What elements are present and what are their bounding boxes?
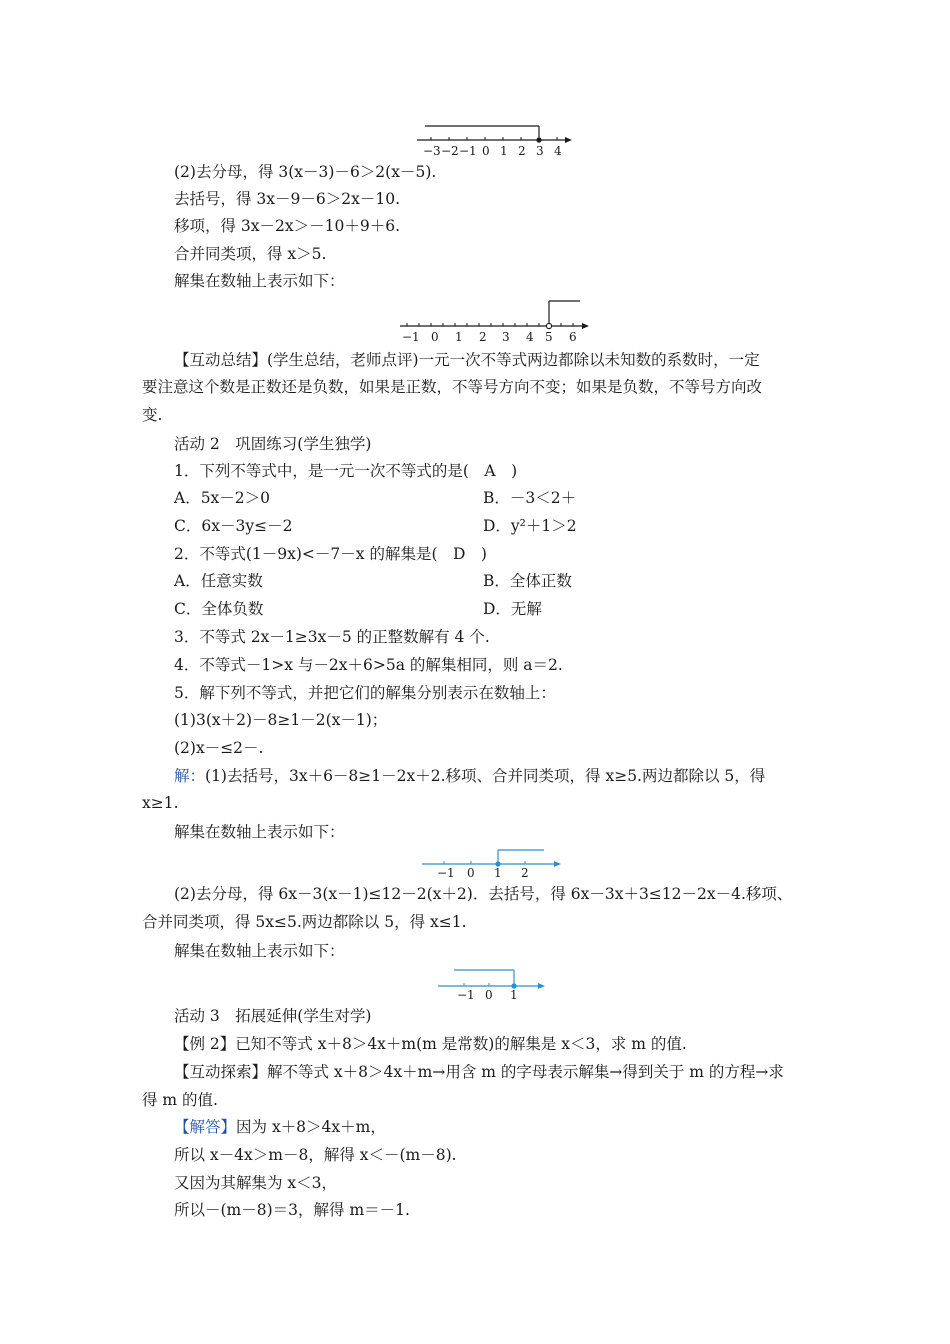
tick-label: −3 xyxy=(423,144,441,158)
solution-2-line-3: 解集在数轴上表示如下： xyxy=(174,942,345,960)
answer-line-1 xyxy=(174,1117,950,1137)
answer-line-2: 所以 x－4x＞m－8，解得 x＜－(m－8). xyxy=(174,1146,457,1164)
number-line-1 xyxy=(415,118,575,162)
tick-label: 0 xyxy=(467,866,475,880)
explore-line-1: 【互动探索】解不等式 x＋8＞4x＋m→用含 m 的字母表示解集→得到关于 m 的方程→求 xyxy=(174,1063,784,1081)
part2-line-3: 移项，得 3x－2x＞－10＋9＋6. xyxy=(174,217,401,235)
summary-line-1: 【互动总结】(学生总结，老师点评)一元一次不等式两边都除以未知数的系数时，一定 xyxy=(174,351,760,369)
tick-label: −1 xyxy=(457,988,475,1002)
number-line-2 xyxy=(398,298,598,344)
summary-line-3: 变. xyxy=(142,406,163,424)
part2-line-2: 去括号，得 3x－9－6＞2x－10. xyxy=(174,190,401,208)
tick-label: 1 xyxy=(494,866,502,880)
part2-line-1: (2)去分母，得 3(x－3)－6＞2(x－5). xyxy=(174,163,437,181)
question-5-part-1: (1)3(x＋2)－8≥1－2(x－1)； xyxy=(174,711,388,729)
tick-label: 4 xyxy=(554,144,562,158)
tick-label: 0 xyxy=(431,330,439,344)
q1-option-d: D．y²＋1＞2 xyxy=(483,517,577,535)
tick-label: 2 xyxy=(521,866,529,880)
part2-line-4: 合并同类项，得 x＞5. xyxy=(174,245,327,263)
q2-option-a: A．任意实数 xyxy=(174,572,263,590)
number-line-4-axis xyxy=(436,966,556,1004)
q2-option-b: B．全体正数 xyxy=(483,572,572,590)
solution-2-line-2: 合并同类项，得 5x≤5.两边都除以 5，得 x≤1. xyxy=(142,913,467,931)
tick-label: 6 xyxy=(569,330,577,344)
q2-option-c: C．全体负数 xyxy=(174,600,264,618)
tick-label: 1 xyxy=(455,330,463,344)
q1-option-c: C．6x－3y≤－2 xyxy=(174,517,293,535)
tick-label: −2 xyxy=(441,144,459,158)
question-1: 1．下列不等式中，是一元一次不等式的是( A ) xyxy=(174,462,518,480)
solution-1-line-3: 解集在数轴上表示如下： xyxy=(174,823,345,841)
explore-line-2: 得 m 的值. xyxy=(142,1091,218,1109)
number-line-3 xyxy=(420,846,570,882)
solution-2-line-1: (2)去分母，得 6x－3(x－1)≤12－2(x＋2)．去括号，得 6x－3x＋3≤12－2x－4.移项、 xyxy=(174,885,793,903)
question-5-part-2: (2)x－≤2－. xyxy=(174,739,264,757)
tick-label: 3 xyxy=(536,144,544,158)
question-2: 2．不等式(1－9x)<－7－x 的解集是( D ) xyxy=(174,545,487,563)
question-4: 4．不等式－1>x 与－2x＋6>5a 的解集相同，则 a＝2. xyxy=(174,656,563,674)
answer-line-4: 所以－(m－8)＝3，解得 m＝－1. xyxy=(174,1201,410,1219)
part2-line-5: 解集在数轴上表示如下： xyxy=(174,272,345,290)
answer-label: 【解答】 xyxy=(174,1118,237,1136)
tick-label: 0 xyxy=(482,144,490,158)
solution-label: 解： xyxy=(174,767,206,785)
tick-label: −1 xyxy=(437,866,455,880)
answer-line-3: 又因为其解集为 x＜3， xyxy=(174,1174,338,1192)
q1-option-a: A．5x－2＞0 xyxy=(174,489,271,507)
question-3: 3．不等式 2x－1≥3x－5 的正整数解有 4 个. xyxy=(174,628,490,646)
activity2-title: 活动 2 巩固练习(学生独学) xyxy=(174,435,372,453)
question-5: 5．解下列不等式，并把它们的解集分别表示在数轴上： xyxy=(174,684,556,702)
solution-1-text: (1)去括号，3x＋6－8≥1－2x＋2.移项、合并同类项，得 x≥5.两边都除以 5，得 xyxy=(205,767,766,785)
summary-line-2: 要注意这个数是正数还是负数，如果是正数，不等号方向不变；如果是负数，不等号方向改 xyxy=(142,378,763,396)
q2-option-d: D．无解 xyxy=(483,600,542,618)
tick-label: 4 xyxy=(526,330,534,344)
tick-label: 2 xyxy=(518,144,526,158)
tick-label: 3 xyxy=(502,330,510,344)
tick-label: 2 xyxy=(479,330,487,344)
number-line-4 xyxy=(436,966,556,1004)
activity3-title: 活动 3 拓展延伸(学生对学) xyxy=(174,1007,372,1025)
tick-label: −1 xyxy=(402,330,420,344)
tick-label: 1 xyxy=(500,144,508,158)
solution-1-line-1 xyxy=(174,766,950,786)
tick-label: 0 xyxy=(485,988,493,1002)
solution-1-line-2: x≥1. xyxy=(142,794,179,812)
q1-option-b: B．－3＜2＋ xyxy=(483,489,577,507)
number-line-2-axis xyxy=(398,298,598,344)
answer-text: 因为 x＋8＞4x＋m， xyxy=(236,1118,386,1136)
example-2: 【例 2】已知不等式 x＋8＞4x＋m(m 是常数)的解集是 x＜3，求 m 的值. xyxy=(174,1035,687,1053)
tick-label: −1 xyxy=(459,144,477,158)
tick-label: 1 xyxy=(510,988,518,1002)
tick-label: 5 xyxy=(545,330,553,344)
